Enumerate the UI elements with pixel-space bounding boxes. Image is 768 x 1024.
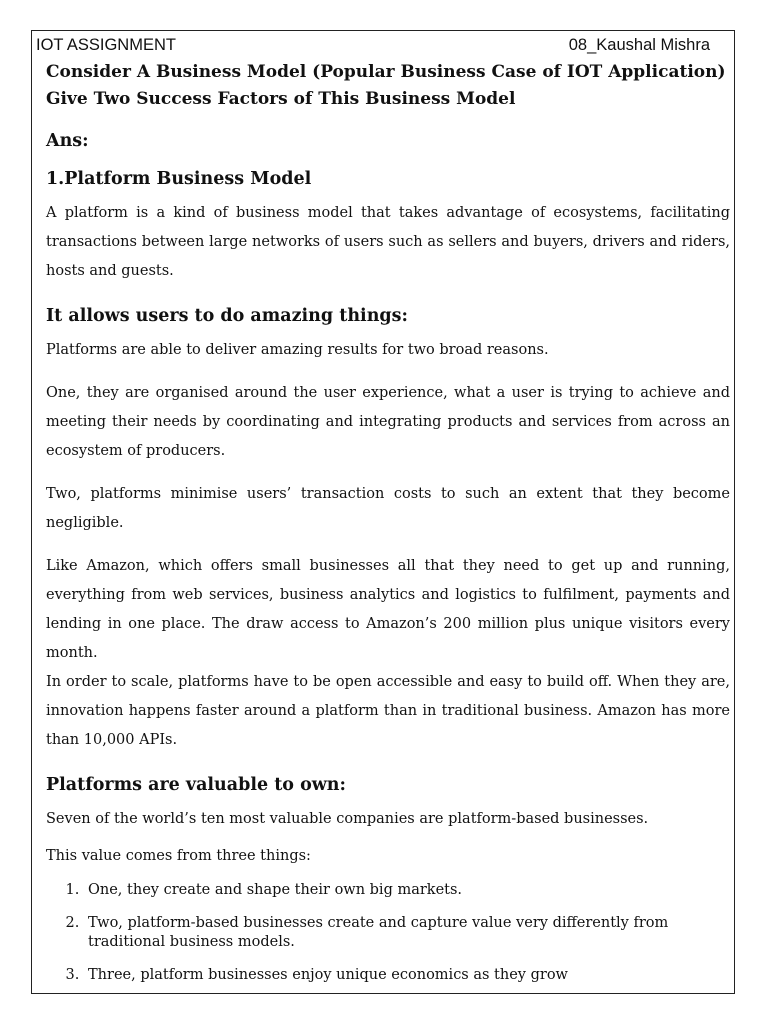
paragraph-valuable-companies: Seven of the world’s ten most valuable companies are platform-based businesses. xyxy=(46,811,649,827)
paragraph-platform-intro: A platform is a kind of business model that takes advantage of ecosystems, facilitating transactions between large networks of users such as sellers and buyers, drivers and riders, hosts and guests. xyxy=(46,205,730,279)
header-title: IOT ASSIGNMENT xyxy=(36,36,176,54)
list-item: 1. One, they create and shape their own big markets. xyxy=(84,881,730,900)
paragraph-broad-reasons: Platforms are able to deliver amazing results for two broad reasons. xyxy=(46,342,549,358)
paragraph-value-sources: This value comes from three things: xyxy=(46,848,311,864)
paragraph-transaction-costs: Two, platforms minimise users’ transaction costs to such an extent that they become negligible. xyxy=(46,486,730,531)
answer-label: Ans: xyxy=(46,131,89,151)
paragraph-scale: In order to scale, platforms have to be open accessible and easy to build off. When they are, innovation happens faster around a platform than in traditional business. Amazon has more than 10,000 APIs. xyxy=(46,674,730,748)
section-heading-amazing-things: It allows users to do amazing things: xyxy=(46,306,408,326)
document-body xyxy=(36,34,730,999)
question-line-2: Give Two Success Factors of This Business Model xyxy=(46,89,516,109)
section-heading-valuable-to-own: Platforms are valuable to own: xyxy=(46,775,346,795)
question-heading xyxy=(46,59,730,113)
paragraph-user-experience: One, they are organised around the user experience, what a user is trying to achieve and meeting their needs by coordinating and integrating products and services from across an ecosystem of producers. xyxy=(46,385,730,459)
list-item: 2. Two, platform-based businesses create and capture value very differently from traditional business models. xyxy=(84,914,730,952)
page-header xyxy=(36,34,710,56)
section-heading-platform-model: 1.Platform Business Model xyxy=(46,169,312,189)
paragraph-amazon-example: Like Amazon, which offers small businesses all that they need to get up and running, everything from web services, business analytics and logistics to fulfilment, payments and lending in one place. The draw access to Amazon’s 200 million plus unique visitors every month. xyxy=(46,558,730,661)
question-line-1: Consider A Business Model (Popular Business Case of IOT Application) xyxy=(46,62,726,82)
value-list xyxy=(46,881,730,985)
list-item: 3. Three, platform businesses enjoy unique economics as they grow xyxy=(84,966,730,985)
header-author: 08_Kaushal Mishra xyxy=(568,36,710,54)
